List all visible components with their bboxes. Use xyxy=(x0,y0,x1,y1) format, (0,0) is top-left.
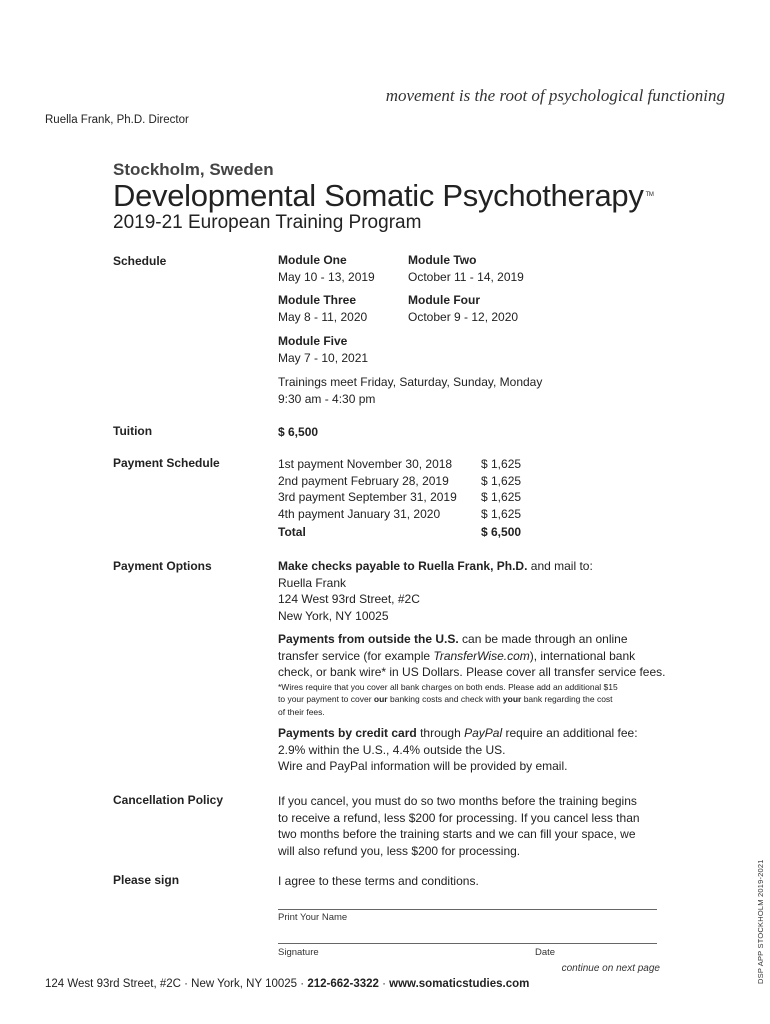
total-label: Total xyxy=(278,525,306,539)
footer-website[interactable]: www.somaticstudies.com xyxy=(389,978,530,990)
signature-label: Signature xyxy=(278,947,319,958)
payment-desc: 1st payment November 30, 2018 xyxy=(278,457,453,471)
fine-bold: your xyxy=(502,694,522,704)
payment-amount: $ 1,625 xyxy=(481,490,522,504)
director-name: Ruella Frank, Ph.D. Director xyxy=(45,114,189,126)
module-name: Module Four xyxy=(408,293,480,307)
payment-row xyxy=(278,473,521,490)
cancellation-text xyxy=(278,793,640,859)
module-dates: May 8 - 11, 2020 xyxy=(278,309,368,324)
module-name: Module Two xyxy=(408,253,477,267)
cancellation-line: to receive a refund, less $200 for processing. If you cancel less than xyxy=(278,810,640,825)
payment-options-label: Payment Options xyxy=(113,559,212,573)
date-label: Date xyxy=(535,947,556,958)
outside-text: ), international bank xyxy=(529,648,636,663)
outside-us-line2 xyxy=(278,648,698,665)
payment-amount: $ 1,625 xyxy=(481,457,522,471)
module-three xyxy=(278,292,367,325)
paypal-text: PayPal xyxy=(464,726,503,740)
wire-note-line3: of their fees. xyxy=(278,706,325,717)
payment-desc: 4th payment January 31, 2020 xyxy=(278,506,441,521)
checks-bold: Make checks payable to Ruella Frank, Ph.D. xyxy=(278,559,528,573)
payment-total-row xyxy=(278,524,521,541)
payment-options-block xyxy=(278,558,698,775)
fine-bold: our xyxy=(373,694,388,704)
title-text: Developmental Somatic Psychotherapy xyxy=(113,178,644,213)
address-line: 124 West 93rd Street, #2C xyxy=(278,592,420,606)
trademark-mark: TM xyxy=(645,192,654,198)
location: Stockholm, Sweden xyxy=(113,160,274,179)
tuition-label: Tuition xyxy=(113,424,153,438)
cancellation-label: Cancellation Policy xyxy=(113,793,224,807)
payment-desc: 3rd payment September 31, 2019 xyxy=(278,490,457,504)
meet-hours: 9:30 am - 4:30 pm xyxy=(278,391,376,406)
fine-text: banking costs and check with xyxy=(387,694,503,704)
module-dates: May 7 - 10, 2021 xyxy=(278,350,369,365)
meet-days: Trainings meet Friday, Saturday, Sunday, Monday xyxy=(278,375,543,389)
transferwise-text: TransferWise.com xyxy=(433,648,530,663)
checks-rest: and mail to: xyxy=(527,559,593,573)
fine-text: to your payment to cover xyxy=(278,694,374,704)
fine-text: bank regarding the cost xyxy=(521,694,613,704)
schedule-label: Schedule xyxy=(113,254,167,268)
payment-amount: $ 1,625 xyxy=(481,506,522,521)
tuition-amount: $ 6,500 xyxy=(278,425,319,439)
agree-text: I agree to these terms and conditions. xyxy=(278,874,479,888)
side-code-text: DSP APP STOCKHOLM 2019-2021 xyxy=(756,859,765,984)
page-subtitle: 2019-21 European Training Program xyxy=(113,212,422,233)
module-dates: May 10 - 13, 2019 xyxy=(278,269,375,284)
module-dates: October 9 - 12, 2020 xyxy=(408,309,519,324)
payment-row xyxy=(278,489,521,506)
motto: movement is the root of psychological functioning xyxy=(385,86,725,105)
outside-text: transfer service (for example xyxy=(278,648,434,663)
payment-desc: 2nd payment February 28, 2019 xyxy=(278,473,449,488)
name-line[interactable] xyxy=(278,909,657,910)
please-sign-label: Please sign xyxy=(113,873,180,887)
credit-card-line1 xyxy=(278,725,698,742)
footer-phone: 212-662-3322 xyxy=(307,978,379,990)
module-name: Module Three xyxy=(278,293,357,307)
module-five xyxy=(278,333,368,366)
payment-amount: $ 1,625 xyxy=(481,473,522,488)
address-line: New York, NY 10025 xyxy=(278,608,389,623)
credit-bold: Payments by credit card xyxy=(278,726,417,740)
wire-note-line2 xyxy=(278,693,698,706)
module-name: Module Five xyxy=(278,334,348,348)
payment-schedule-label: Payment Schedule xyxy=(113,456,220,470)
cancellation-line: two months before the training starts and we can fill your space, we xyxy=(278,827,636,841)
wire-note-line1: *Wires require that you cover all bank charges on both ends. Please add an additional $15 xyxy=(278,681,618,692)
module-dates: October 11 - 14, 2019 xyxy=(408,269,524,284)
module-name: Module One xyxy=(278,253,347,267)
credit-card-line3: Wire and PayPal information will be provided by email. xyxy=(278,759,568,773)
payment-row xyxy=(278,456,521,473)
footer-sep: · xyxy=(378,978,390,990)
outside-rest: can be made through an online xyxy=(458,632,628,646)
credit-card-line2: 2.9% within the U.S., 4.4% outside the US. xyxy=(278,742,506,757)
outside-bold: Payments from outside the U.S. xyxy=(278,632,459,646)
payment-row xyxy=(278,506,521,523)
cancellation-line: will also refund you, less $200 for processing. xyxy=(278,843,521,858)
outside-us-line1 xyxy=(278,631,698,648)
total-amount: $ 6,500 xyxy=(481,525,522,539)
module-four xyxy=(408,292,518,325)
credit-text: through xyxy=(416,726,465,740)
print-name-label: Print Your Name xyxy=(278,912,348,923)
cancellation-line: If you cancel, you must do so two months before the training begins xyxy=(278,794,637,808)
footer-address: 124 West 93rd Street, #2C · New York, NY 10025 · xyxy=(45,978,308,990)
training-times xyxy=(278,374,542,407)
footer xyxy=(45,978,529,990)
module-two xyxy=(408,252,524,285)
module-one xyxy=(278,252,375,285)
address-line: Ruella Frank xyxy=(278,575,347,590)
checks-line xyxy=(278,558,698,575)
payment-schedule-table xyxy=(278,456,521,541)
page-title xyxy=(113,178,654,214)
continue-note: continue on next page xyxy=(561,963,660,974)
signature-line[interactable] xyxy=(278,943,657,944)
credit-text: require an additional fee: xyxy=(502,726,638,740)
outside-us-line3: check, or bank wire* in US Dollars. Please cover all transfer service fees. xyxy=(278,665,666,679)
